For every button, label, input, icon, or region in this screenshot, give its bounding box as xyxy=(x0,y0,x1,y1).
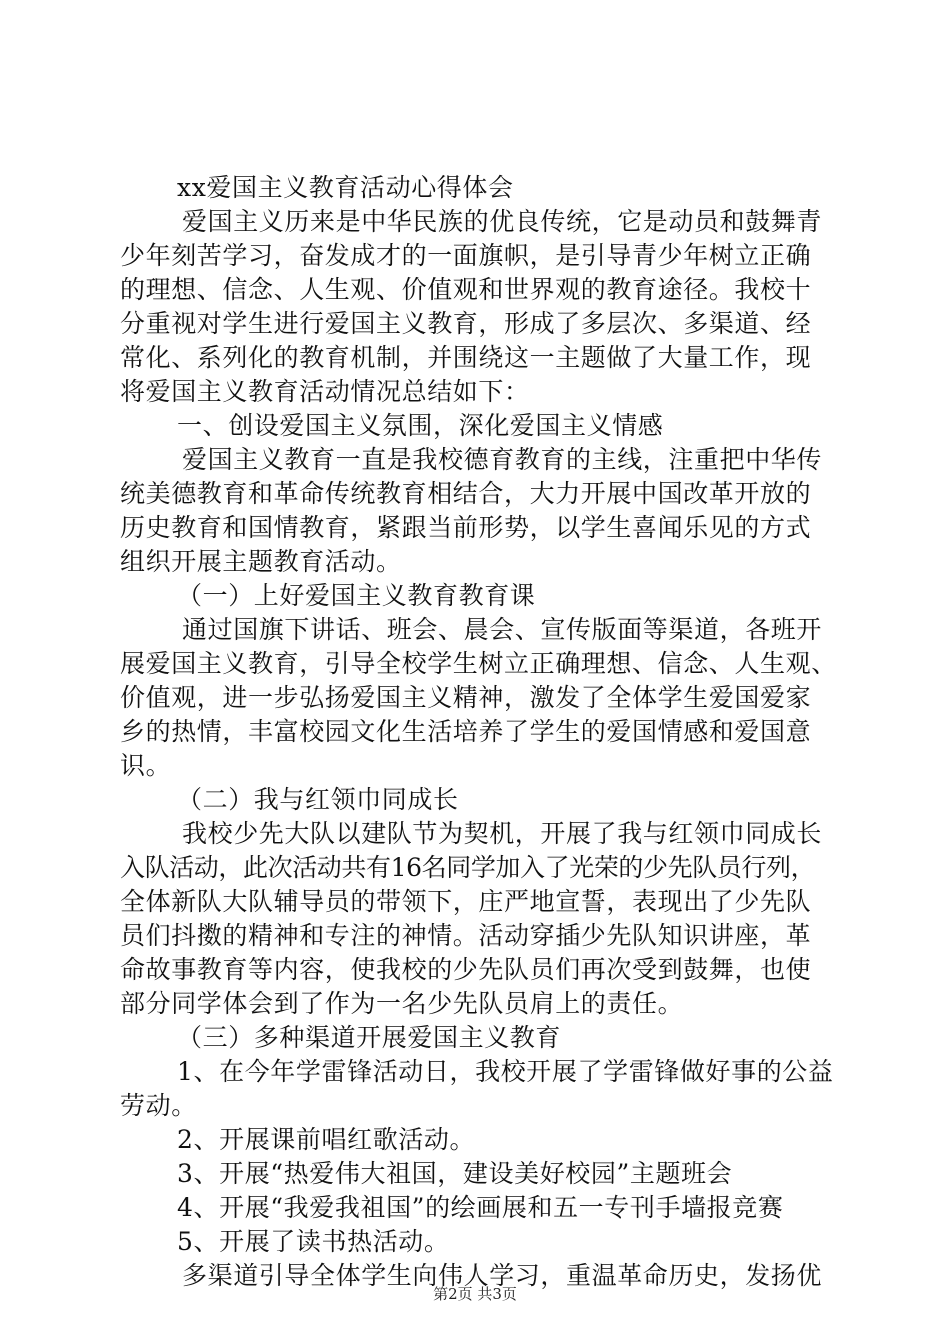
list-item: 3、开展“热爱伟大祖国，建设美好校园”主题班会 xyxy=(177,1159,733,1188)
paragraph-line: 爱国主义历来是中华民族的优良传统，它是动员和鼓舞青 xyxy=(182,207,823,236)
paragraph-line: 多渠道引导全体学生向伟人学习，重温革命历史，发扬优 xyxy=(182,1261,823,1290)
subsection-heading: （三）多种渠道开展爱国主义教育 xyxy=(177,1023,562,1052)
list-item-continuation: 劳动。 xyxy=(120,1091,197,1120)
section-heading: 一、创设爱国主义氛围，深化爱国主义情感 xyxy=(177,411,664,440)
paragraph-line: 部分同学体会到了作为一名少先队员肩上的责任。 xyxy=(120,989,684,1018)
list-item: 4、开展“我爱我祖国”的绘画展和五一专刊手墙报竞赛 xyxy=(177,1193,784,1222)
paragraph-line: 历史教育和国情教育，紧跟当前形势，以学生喜闻乐见的方式 xyxy=(120,513,812,542)
paragraph-line: 员们抖擞的精神和专注的神情。活动穿插少先队知识讲座，革 xyxy=(120,921,812,950)
paragraph-line: 展爱国主义教育，引导全校学生树立正确理想、信念、人生观、 xyxy=(120,649,837,678)
paragraph-line: 价值观，进一步弘扬爱国主义精神，激发了全体学生爱国爱家 xyxy=(120,683,812,712)
paragraph-line: 通过国旗下讲话、班会、晨会、宣传版面等渠道，各班开 xyxy=(182,615,823,644)
list-item: 2、开展课前唱红歌活动。 xyxy=(177,1125,476,1154)
paragraph-line: 统美德教育和革命传统教育相结合，大力开展中国改革开放的 xyxy=(120,479,812,508)
paragraph-line: 组织开展主题教育活动。 xyxy=(120,547,402,576)
paragraph-line: 的理想、信念、人生观、价值观和世界观的教育途径。我校十 xyxy=(120,275,812,304)
paragraph-line: 分重视对学生进行爱国主义教育，形成了多层次、多渠道、经 xyxy=(120,309,812,338)
paragraph-line: 全体新队大队辅导员的带领下，庄严地宣誓，表现出了少先队 xyxy=(120,887,812,916)
list-item: 5、开展了读书热活动。 xyxy=(177,1227,450,1256)
paragraph-line: 识。 xyxy=(120,751,172,780)
page-number: 第2页 共3页 xyxy=(433,1285,517,1303)
subsection-heading: （一）上好爱国主义教育教育课 xyxy=(177,581,536,610)
paragraph-line: 将爱国主义教育活动情况总结如下： xyxy=(120,377,530,406)
subsection-heading: （二）我与红领巾同成长 xyxy=(177,785,459,814)
document-title: xx爱国主义教育活动心得体会 xyxy=(177,173,514,202)
paragraph-line: 我校少先大队以建队节为契机，开展了我与红领巾同成长 xyxy=(182,819,823,848)
paragraph-line: 少年刻苦学习，奋发成才的一面旗帜，是引导青少年树立正确 xyxy=(120,241,812,270)
paragraph-line: 爱国主义教育一直是我校德育教育的主线，注重把中华传 xyxy=(182,445,823,474)
paragraph-line: 入队活动，此次活动共有16名同学加入了光荣的少先队员行列， xyxy=(120,853,816,882)
paragraph-line: 常化、系列化的教育机制，并围绕这一主题做了大量工作，现 xyxy=(120,343,812,372)
paragraph-line: 命故事教育等内容，使我校的少先队员们再次受到鼓舞，也使 xyxy=(120,955,812,984)
paragraph-line: 乡的热情，丰富校园文化生活培养了学生的爱国情感和爱国意 xyxy=(120,717,812,746)
list-item: 1、在今年学雷锋活动日，我校开展了学雷锋做好事的公益 xyxy=(177,1057,834,1086)
